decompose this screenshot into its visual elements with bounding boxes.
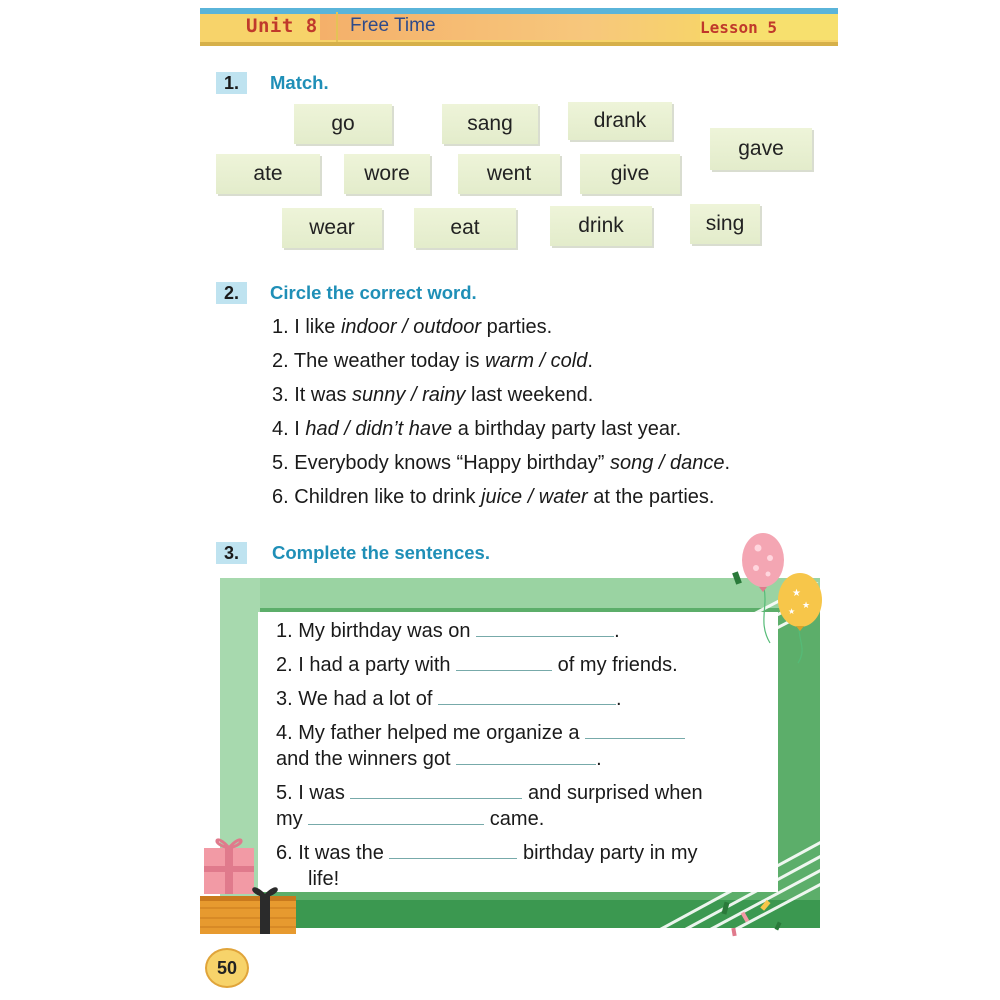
word-card[interactable]: wore: [344, 154, 430, 194]
sentence-3: 3. We had a lot of .: [276, 688, 622, 710]
svg-text:★: ★: [792, 588, 801, 599]
word-choice[interactable]: warm / cold: [485, 350, 588, 372]
section-3-number: 3.: [216, 542, 247, 564]
sentence-1: 1. My birthday was on .: [276, 620, 620, 642]
blank-field[interactable]: [438, 690, 616, 705]
word-card[interactable]: went: [458, 154, 560, 194]
blank-field[interactable]: [456, 656, 552, 671]
word-card[interactable]: wear: [282, 208, 382, 248]
gift-box-icon: [196, 830, 300, 938]
blank-field[interactable]: [308, 810, 484, 825]
section-1-number: 1.: [216, 72, 247, 94]
word-choice[interactable]: sunny / rainy: [352, 384, 466, 406]
blank-field[interactable]: [350, 784, 522, 799]
word-card[interactable]: gave: [710, 128, 812, 170]
section-3-title: Complete the sentences.: [272, 542, 490, 563]
blank-field[interactable]: [389, 844, 517, 859]
svg-text:★: ★: [788, 607, 796, 616]
word-card[interactable]: ate: [216, 154, 320, 194]
sentence-5-cont: my came.: [276, 808, 545, 830]
sentence-4: 4. My father helped me organize a: [276, 722, 685, 745]
sentence-5: 5. I was and surprised when: [276, 782, 703, 804]
word-card[interactable]: eat: [414, 208, 516, 248]
word-choice[interactable]: juice / water: [481, 486, 588, 508]
sentence-6: 6. It was the birthday party in my: [276, 842, 698, 864]
word-card[interactable]: sang: [442, 104, 538, 144]
word-card[interactable]: drink: [550, 206, 652, 246]
word-card[interactable]: give: [580, 154, 680, 194]
exercise-2-item: 6. Children like to drink juice / water at the parties.: [272, 486, 715, 508]
exercise-2-item: 2. The weather today is warm / cold.: [272, 350, 593, 372]
header-shadow: [200, 42, 838, 46]
blank-field[interactable]: [585, 724, 685, 739]
lesson-label: Lesson 5: [700, 18, 778, 37]
section-2-title: Circle the correct word.: [270, 282, 477, 303]
blank-field[interactable]: [456, 750, 596, 765]
exercise-2-item: 1. I like indoor / outdoor parties.: [272, 316, 553, 338]
exercise-2-item: 3. It was sunny / rainy last weekend.: [272, 384, 594, 406]
word-choice[interactable]: indoor / outdoor: [340, 316, 482, 338]
header-divider: [336, 12, 338, 42]
sentence-6-cont: life!: [308, 868, 340, 890]
sentence-2: 2. I had a party with of my friends.: [276, 654, 678, 676]
section-1-title: Match.: [270, 72, 329, 93]
unit-title: Free Time: [350, 15, 436, 36]
word-choice[interactable]: had / didn’t have: [305, 418, 453, 440]
word-card[interactable]: sing: [690, 204, 760, 244]
word-card[interactable]: drank: [568, 102, 672, 140]
page-number: 50: [205, 948, 249, 988]
confetti-icon: [718, 892, 788, 942]
word-choice[interactable]: song / dance: [609, 452, 725, 474]
blank-field[interactable]: [476, 622, 614, 637]
balloons-icon: [728, 528, 828, 668]
section-2-number: 2.: [216, 282, 247, 304]
sentence-4-cont: and the winners got .: [276, 748, 602, 770]
exercise-2-item: 5. Everybody knows “Happy birthday” song / dance.: [272, 452, 731, 474]
unit-label: Unit 8: [246, 15, 318, 37]
svg-text:★: ★: [802, 600, 811, 610]
word-card[interactable]: go: [294, 104, 392, 144]
exercise-2-item: 4. I had / didn’t have a birthday party last year.: [272, 418, 682, 440]
